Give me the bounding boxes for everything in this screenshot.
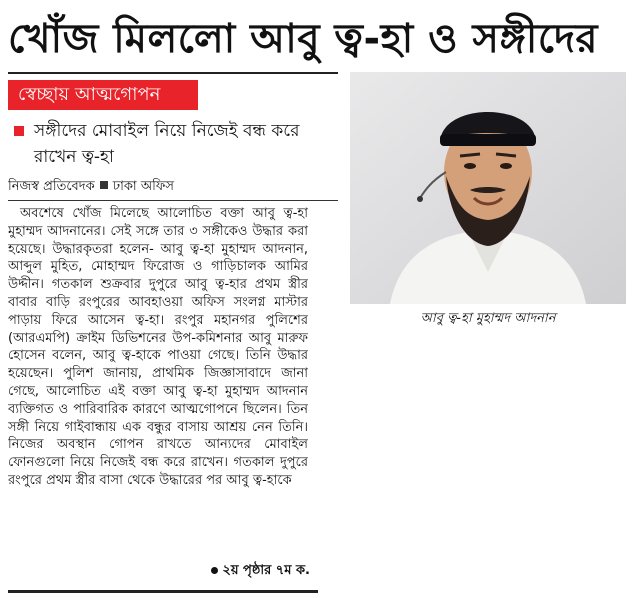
headline: খোঁজ মিললো আবু ত্ব-হা ও সঙ্গীদের [8, 16, 598, 62]
byline-reporter: নিজস্ব প্রতিবেদক [8, 179, 95, 194]
portrait-illustration [350, 72, 626, 304]
subhead [8, 118, 338, 174]
red-square-bullet-icon [14, 126, 24, 136]
continued-on-page [150, 560, 310, 582]
top-rule [8, 72, 338, 74]
bottom-rule [8, 590, 318, 593]
byline-desk: ঢাকা অফিস [112, 179, 174, 194]
subhead-text: সঙ্গীদের মোবাইল নিয়ে নিজেই বন্ধ করে রাখেন ত্ব-হা [34, 121, 300, 167]
article-paragraph: অবশেষে খোঁজ মিলেছে আলোচিত বক্তা আবু ত্ব-হা মুহাম্মদ আদনানের। সেই সঙ্গে তার ৩ সঙ্গীকেও উদ্ধার করা হয়েছে। উদ্ধারকৃতরা হলেন- আবু ত্ব-হা মুহাম্মদ আদনান, আব্দুল মুহিত, মোহাম্মদ ফিরোজ ও গাড়িচালক আমির উদ্দীন। গতকাল শুক্রবার দুপুরে আবু ত্ব-হার প্রথম স্ত্রীর বাবার বাড়ি রংপুরের আবহাওয়া অফিস সংলগ্ন মাস্টার পাড়ায় ফিরে আসেন ত্ব-হা। রংপুর মহানগর পুলিশের (আরএমপি) ক্রাইম ডিভিশনের উপ-কমিশনার আবু মারুফ হোসেন বলেন, আবু ত্ব-হাকে পাওয়া গেছে। তিনি উদ্ধার হয়েছেন। পুলিশ জানায়, প্রাথমিক জিজ্ঞাসাবাদে জানা গেছে, আলোচিত এই বক্তা আবু ত্ব-হা মুহাম্মদ আদনান ব্যক্তিগত ও পারিবারিক কারণে আত্মগোপনে ছিলেন। তিন সঙ্গী নিয়ে গাইবান্ধায় এক বন্ধুর বাসায় আশ্রয় নেন তিনি। নিজের অবস্থান গোপন রাখতে আন্যদের মোবাইল ফোনগুলো নিয়ে নিজেই বন্ধ করে রাখেন। গতকাল দুপুরে রংপুরে প্রথম স্ত্রীর বাসা থেকে উদ্ধারের পর আবু ত্ব-হাকে [8, 206, 308, 488]
square-separator-icon [100, 181, 108, 189]
portrait-photo [350, 72, 626, 304]
byline-rule [8, 200, 338, 201]
kicker-label: স্বেচ্ছায় আত্মগোপন [8, 80, 198, 110]
jump-label: ২য় পৃষ্ঠার ৭ম ক. [222, 563, 310, 578]
bullet-dot-icon [211, 567, 218, 574]
byline [8, 176, 338, 198]
photo-caption: আবু ত্ব-হা মুহাম্মদ আদনান [420, 311, 556, 326]
article-body [8, 205, 308, 555]
